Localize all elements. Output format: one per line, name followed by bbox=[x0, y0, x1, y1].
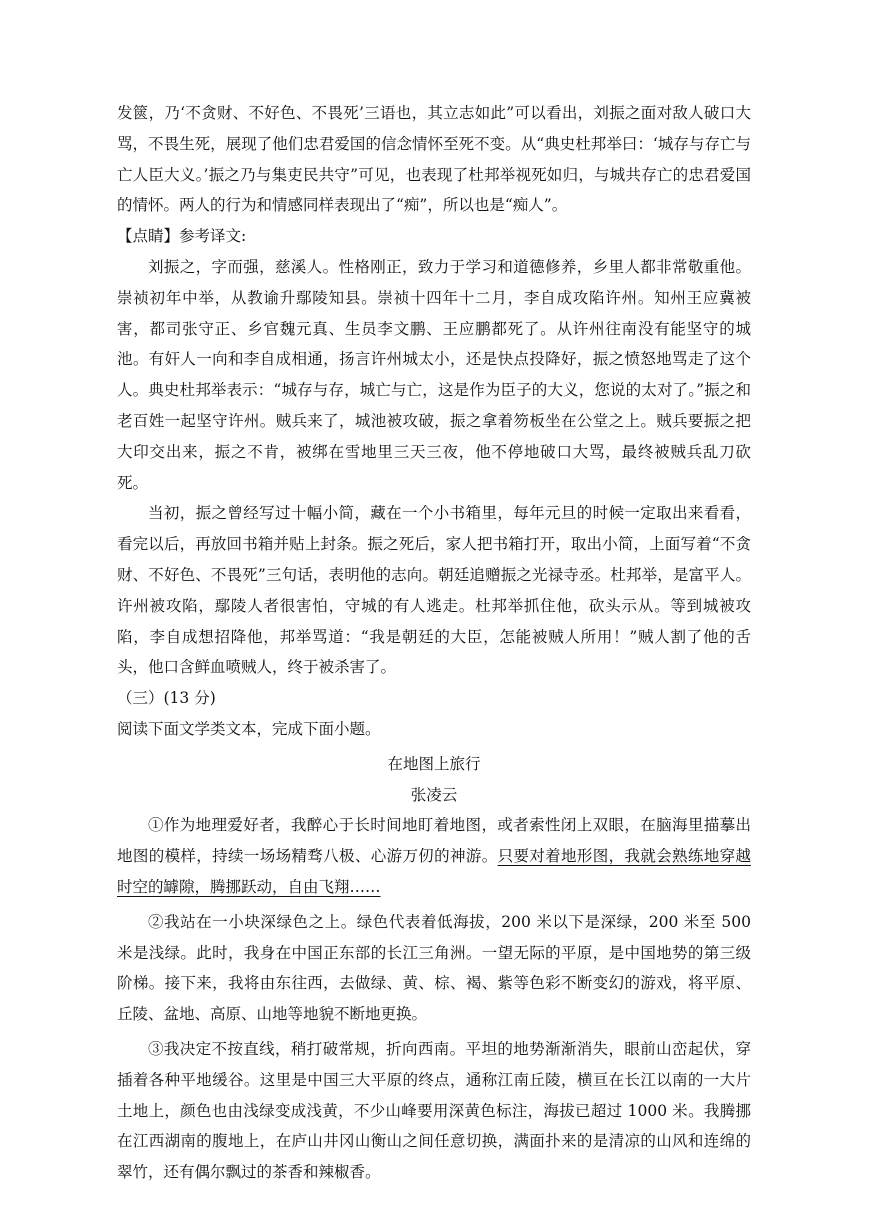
paragraph-1-text: ①作为地理爱好者，我醉心于长时间地盯着地图，或者索性闭上双眼，在脑海里描摹出地图的模样，持续一场场精骛八极、心游万仞的神游。 bbox=[117, 816, 751, 866]
note-label: 【点睛】参考译文: bbox=[117, 227, 247, 246]
article-title: 在地图上旅行 bbox=[387, 754, 481, 773]
translation-paragraph-1: 刘振之，字而强，慈溪人。性格刚正，致力于学习和道德修养，乡里人都非常敬重他。崇祯初年中举，从教谕升鄢陵知县。崇祯十四年十二月，李自成攻陷许州。知州王应冀被害，都司张守正、乡官魏元真、生员李文鹏、王应鹏都死了。从许州往南没有能坚守的城池。有奸人一向和李自成相通，扬言许州城太小，还是快点投降好，振之愤怒地骂走了这个人。典史杜邦举表示：“城存与存，城亡与亡，这是作为臣子的大义，您说的太对了。”振之和老百姓一起坚守许州。贼兵来了，城池被攻破，振之拿着笏板坐在公堂之上。贼兵要振之把大印交出来，振之不肯，被绑在雪地里三天三夜，他不停地破口大骂，最终被贼兵乱刀砍死。 bbox=[117, 257, 751, 492]
section-heading: （三）(13 分) bbox=[117, 689, 216, 708]
article-paragraph-2: ②我站在一小块深绿色之上。绿色代表着低海拔，200 米以下是深绿，200 米至 500 米是浅绿。此时，我身在中国正东部的长江三角洲。一望无际的平原，是中国地势的第三级阶梯。接下来，我将由东往西，去做绿、黄、棕、褐、紫等色彩不断变幻的游戏，将平原、丘陵、盆地、高原、山地等地貌不断地更换。 bbox=[117, 912, 751, 1024]
underlined-sentence: 只要对着地形图，我就会熟练地穿越时空的罅隙，腾挪跃动，自由飞翔…… bbox=[117, 847, 751, 896]
article-author: 张凌云 bbox=[410, 785, 458, 804]
document-body bbox=[117, 98, 751, 1188]
translation-paragraph-2: 当初，振之曾经写过十幅小简，藏在一个小书箱里，每年元旦的时候一定取出来看看，看完以后，再放回书箱并贴上封条。振之死后，家人把书箱打开，取出小简，上面写着“不贪财、不好色、不畏死”三句话，表明他的志向。朝廷追赠振之光禄寺丞。杜邦举，是富平人。许州被攻陷，鄢陵人者很害怕，守城的有人逃走。杜邦举抓住他，砍头示从。等到城被攻陷，李自成想招降他，邦举骂道：“我是朝廷的大臣，怎能被贼人所用！”贼人割了他的舌头，他口含鲜血喷贼人，终于被杀害了。 bbox=[117, 504, 751, 677]
article-paragraph-1 bbox=[117, 810, 751, 902]
instruction-text: 阅读下面文学类文本，完成下面小题。 bbox=[117, 719, 381, 738]
analysis-paragraph: 发篋，乃‘不贪财、不好色、不畏死’三语也，其立志如此”可以看出，刘振之面对敌人破口大骂，不畏生死，展现了他们忠君爱国的信念情怀至死不变。从“典史杜邦举曰：‘城存与存亡与亡人臣大义。’振之乃与集吏民共守”可见，也表现了杜邦举视死如归，与城共存亡的忠君爱国的情怀。两人的行为和情感同样表现出了“痴”，所以也是“痴人”。 bbox=[117, 104, 751, 215]
article-paragraph-3: ③我决定不按直线，稍打破常规，折向西南。平坦的地势渐渐消失，眼前山峦起伏，穿插着各种平地缓谷。这里是中国三大平原的终点，通称江南丘陵，横亘在长江以南的一大片土地上，颜色也由浅绿变成浅黄，不少山峰要用深黄色标注，海拔已超过 1000 米。我腾挪在江西湖南的腹地上，在庐山井冈山衡山之间任意切换，满面扑来的是清凉的山风和连绵的翠竹，还有偶尔飘过的茶香和辣椒香。 bbox=[117, 1039, 751, 1182]
